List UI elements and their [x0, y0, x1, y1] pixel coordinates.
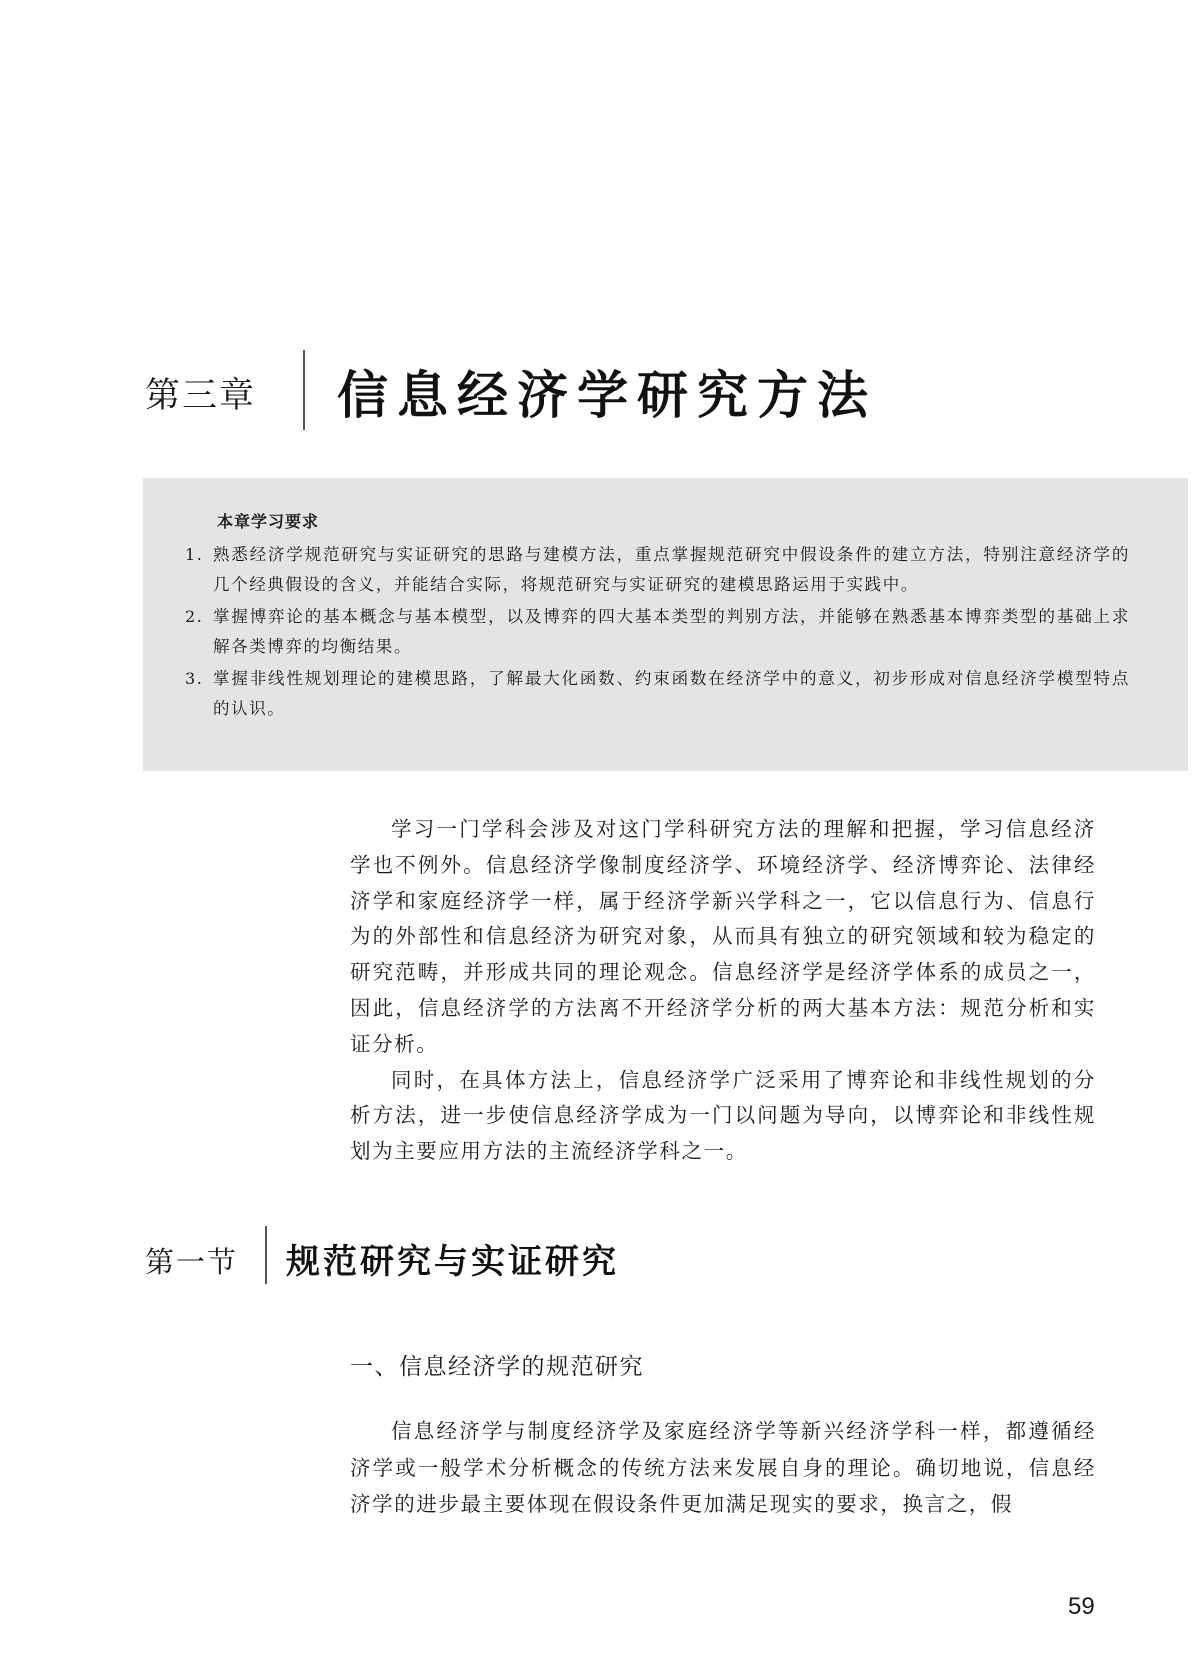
intro-paragraph: 同时，在具体方法上，信息经济学广泛采用了博弈论和非线性规划的分析方法，进一步使信息经济学成为一门以问题为导向，以博弈论和非线性规划为主要应用方法的主流经济学科之一。 — [350, 1067, 1096, 1164]
section-number: 第一节 — [145, 1245, 239, 1279]
body-paragraph: 信息经济学与制度经济学及家庭经济学等新兴经济学科一样，都遵循经济学或一般学术分析概念的传统方法来发展自身的理论。确切地说，信息经济学的进步最主要体现在假设条件更加满足现实的要求，换言之，假 — [350, 1419, 1096, 1516]
section-divider — [265, 1226, 267, 1284]
chapter-intro — [350, 812, 1096, 1170]
requirement-number: 1. — [185, 545, 204, 564]
section-body — [350, 1413, 1096, 1523]
section-title: 规范研究与实证研究 — [286, 1242, 619, 1282]
chapter-title: 信息经济学研究方法 — [337, 367, 878, 426]
requirement-text: 熟悉经济学规范研究与实证研究的思路与建模方法，重点掌握规范研究中假设条件的建立方法，特别注意经济学的几个经典假设的含义，并能结合实际，将规范研究与实证研究的建模思路运用于实践中。 — [213, 545, 1130, 594]
chapter-divider — [303, 350, 305, 430]
learning-requirements-box — [143, 478, 1188, 771]
subsection-title: 一、信息经济学的规范研究 — [350, 1354, 644, 1380]
requirement-number: 2. — [185, 607, 204, 626]
chapter-heading — [0, 346, 1202, 430]
requirements-title: 本章学习要求 — [217, 512, 320, 531]
requirement-item — [185, 540, 1130, 600]
requirement-text: 掌握博弈论的基本概念与基本模型，以及博弈的四大基本类型的判别方法，并能够在熟悉基本博弈类型的基础上求解各类博弈的均衡结果。 — [213, 607, 1130, 656]
section-heading — [0, 1226, 1202, 1286]
requirement-item — [185, 602, 1130, 662]
requirement-text: 掌握非线性规划理论的建模思路，了解最大化函数、约束函数在经济学中的意义，初步形成对信息经济学模型特点的认识。 — [213, 669, 1130, 718]
requirement-item — [185, 664, 1130, 724]
requirement-number: 3. — [185, 669, 204, 688]
chapter-number: 第三章 — [145, 376, 257, 416]
requirements-list — [185, 540, 1130, 726]
page-number: 59 — [1068, 1593, 1095, 1620]
intro-paragraph: 学习一门学科会涉及对这门学科研究方法的理解和把握，学习信息经济学也不例外。信息经济学像制度经济学、环境经济学、经济博弈论、法律经济学和家庭经济学一样，属于经济学新兴学科之一，它以信息行为、信息行为的外部性和信息经济为研究对象，从而具有独立的研究领域和较为稳定的研究范畴，并形成共同的理论观念。信息经济学是经济学体系的成员之一，因此，信息经济学的方法离不开经济学分析的两大基本方法：规范分析和实证分析。 — [350, 817, 1096, 1056]
